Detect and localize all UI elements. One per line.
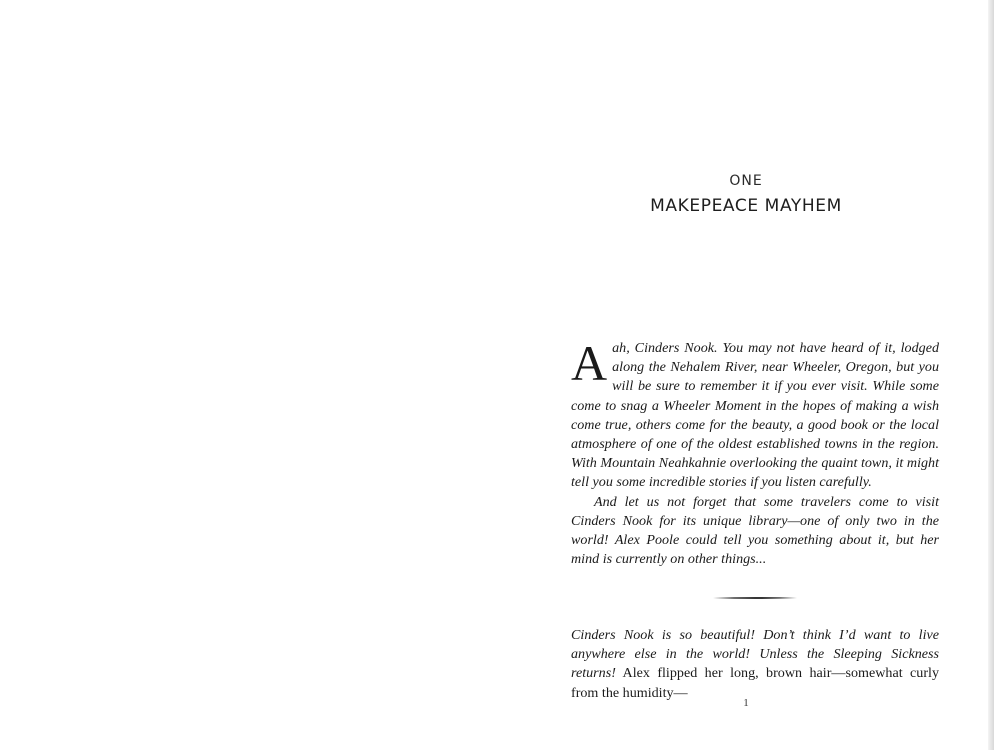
left-page-blank — [0, 0, 498, 750]
paragraph-1-text: ah, Cinders Nook. You may not have heard of it, lodged along the Nehalem River, near Wheeler, Oregon, but you will be sure to remember it if you ever visit. While some come to snag a Wheeler Moment in the hopes of making a wish come true, others come for the beauty, a good book or the local atmosphere of one of the oldest established towns in the region. With Mountain Neahkahnie overlooking the quaint town, it might tell you some incredible stories if you listen carefully. — [571, 340, 939, 491]
scene-narration: Alex flipped her long, brown hair—somewhat curly from the humidity— — [571, 665, 939, 701]
chapter-opening-text — [571, 335, 939, 569]
paragraph-1 — [571, 335, 939, 493]
section-break-ornament — [713, 596, 797, 600]
chapter-title: MAKEPEACE MAYHEM — [650, 196, 842, 216]
scene-thought: Cinders Nook is so beautiful! Don’t think I’d want to live anywhere else in the world! Unless the Sleeping Sickness returns! — [571, 627, 939, 682]
paragraph-2: And let us not forget that some travelers come to visit Cinders Nook for its unique library—one of only two in the world! Alex Poole could tell you something about it, but her mind is currently on other things... — [571, 493, 939, 568]
scene-paragraph — [571, 626, 939, 703]
page-edge — [988, 0, 994, 750]
right-page — [498, 0, 994, 750]
drop-cap: A — [571, 335, 608, 391]
page-number: 1 — [743, 697, 749, 709]
chapter-number: ONE — [729, 173, 763, 189]
